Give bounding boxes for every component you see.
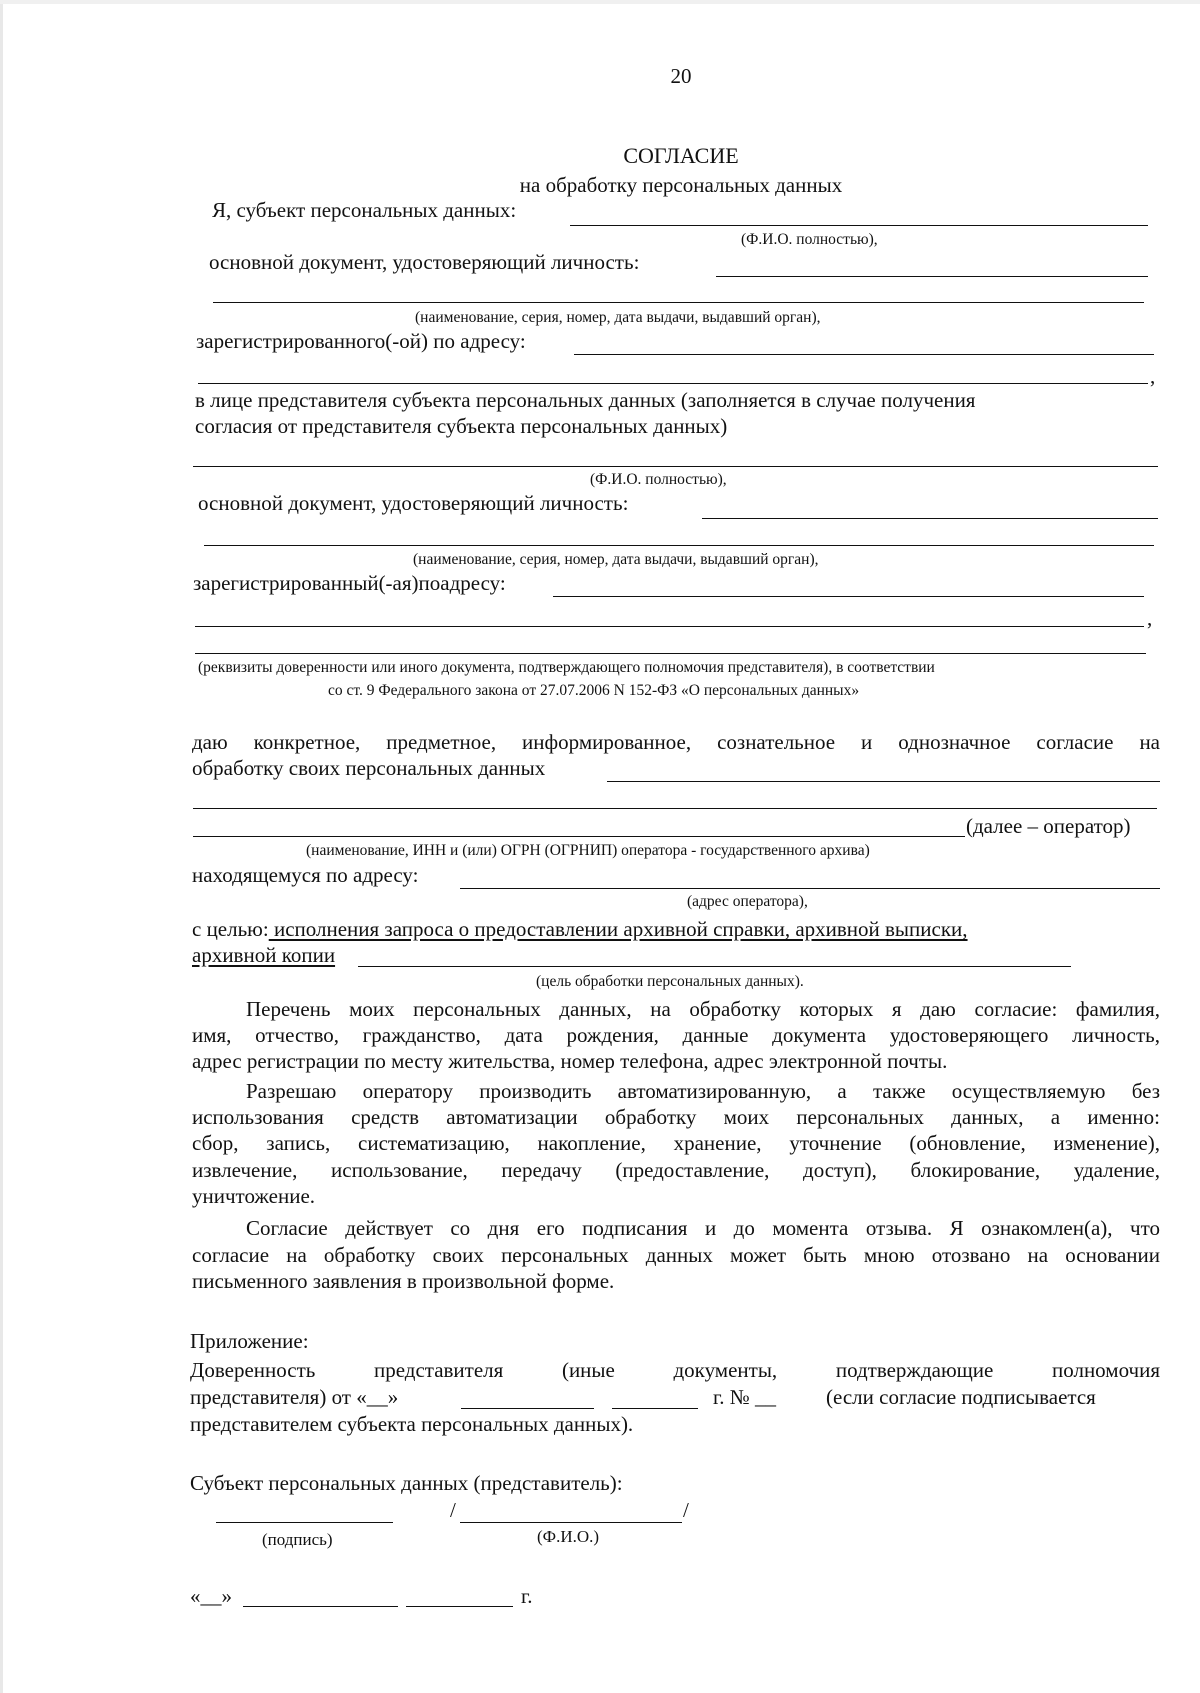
subject-address-label: зарегистрированного(-ой) по адресу: (196, 329, 526, 353)
consent-operator-hint: (наименование, ИНН и (или) ОГРН (ОГРНИП) оператора - государственного архива) (306, 842, 870, 859)
rep-intro-line2: согласия от представителя субъекта персональных данных) (195, 414, 728, 438)
p2-line4: извлечение, использование, передачу (предоставление, доступ), блокирование, удаление, (192, 1158, 1160, 1182)
p1-line2: имя, отчество, гражданство, дата рождения, данные документа удостоверяющего личность, (192, 1023, 1160, 1047)
p2-line3: сбор, запись, систематизацию, накопление, хранение, уточнение (обновление, изменение), (192, 1131, 1160, 1155)
appendix-line2-mid: г. № __ (713, 1385, 777, 1409)
p2-line1: Разрешаю оператору производить автоматизированную, а также осуществляемую без (246, 1079, 1160, 1103)
rep-poa-hint-line2: со ст. 9 Федерального закона от 27.07.2006 N 152-ФЗ «О персональных данных» (328, 682, 860, 699)
appendix-line2-start: представителя) от «__» (190, 1385, 399, 1409)
consent-operator-line[interactable] (607, 781, 1160, 782)
consent-operator-line-3[interactable] (193, 836, 965, 837)
appendix-line1: Доверенность представителя (иные документы, подтверждающие полномочия (190, 1358, 1160, 1382)
p1-line1: Перечень моих персональных данных, на обработку которых я даю согласие: фамилия, (246, 997, 1160, 1021)
p3-line3: письменного заявления в произвольной форме. (192, 1269, 615, 1293)
rep-intro-line1: в лице представителя субъекта персональных данных (заполняется в случае получения (195, 388, 976, 412)
subject-doc-line[interactable] (716, 276, 1148, 277)
purpose-line2 (192, 945, 335, 966)
p3-line2: согласие на обработку своих персональных данных может быть мною отозвано на основании (192, 1243, 1160, 1267)
document-title: СОГЛАСИЕ (623, 143, 739, 168)
page-number: 20 (670, 64, 692, 88)
purpose-line[interactable] (358, 966, 1071, 967)
document-subtitle: на обработку персональных данных (519, 173, 843, 197)
signature-date-line[interactable] (243, 1606, 398, 1607)
subject-label: Я, субъект персональных данных: (212, 198, 517, 222)
appendix-line2-end: (если согласие подписывается (826, 1385, 1096, 1409)
signature-label: Субъект персональных данных (представитель): (190, 1471, 623, 1495)
signature-slash-2: / (683, 1498, 689, 1522)
rep-doc-hint: (наименование, серия, номер, дата выдачи, выдавший орган), (413, 551, 819, 568)
rep-address-label: зарегистрированный(-ая)поадресу: (193, 571, 506, 595)
rep-doc-label: основной документ, удостоверяющий личность: (198, 491, 629, 515)
p1-line3: адрес регистрации по месту жительства, номер телефона, адрес электронной почты. (192, 1049, 948, 1073)
consent-address-hint: (адрес оператора), (687, 893, 808, 910)
p2-line2: использования средств автоматизации обработку моих персональных данных, а именно: (192, 1105, 1160, 1129)
scan-edge-top (0, 0, 1200, 4)
consent-address-label: находящемуся по адресу: (192, 863, 419, 887)
rep-doc-line-2[interactable] (204, 545, 1154, 546)
rep-fio-line[interactable] (193, 466, 1158, 467)
signature-year-line[interactable] (406, 1606, 513, 1607)
rep-poa-hint-line1: (реквизиты доверенности или иного документа, подтверждающего полномочия представителя), в соответствии (198, 659, 935, 676)
p3-line1: Согласие действует со дня его подписания и до момента отзыва. Я ознакомлен(а), что (246, 1216, 1160, 1240)
rep-address-line-2[interactable] (195, 626, 1144, 627)
rep-doc-line[interactable] (702, 518, 1158, 519)
scan-edge (0, 0, 3, 1693)
subject-doc-label: основной документ, удостоверяющий личность: (209, 250, 640, 274)
rep-poa-line[interactable] (195, 653, 1146, 654)
signature-slash-1: / (450, 1498, 456, 1522)
appendix-date-line[interactable] (461, 1408, 594, 1409)
rep-address-comma: , (1147, 606, 1153, 630)
purpose-line1 (192, 919, 968, 940)
subject-doc-hint: (наименование, серия, номер, дата выдачи, выдавший орган), (415, 309, 821, 326)
appendix-label: Приложение: (190, 1329, 309, 1353)
consent-operator-line-2[interactable] (193, 808, 1157, 809)
signature-year-suffix: г. (521, 1584, 533, 1608)
signature-sign-line[interactable] (216, 1522, 393, 1523)
subject-address-line-2[interactable] (198, 383, 1148, 384)
appendix-year-line[interactable] (612, 1408, 698, 1409)
subject-address-line[interactable] (574, 354, 1154, 355)
rep-address-line[interactable] (553, 596, 1144, 597)
appendix-line3: представителем субъекта персональных данных). (190, 1412, 634, 1436)
signature-fio-line[interactable] (460, 1522, 682, 1523)
subject-address-comma: , (1150, 364, 1156, 388)
consent-line1: даю конкретное, предметное, информированное, сознательное и однозначное согласие на (192, 730, 1160, 754)
consent-line2: обработку своих персональных данных (192, 756, 546, 780)
signature-sign-hint: (подпись) (262, 1530, 333, 1549)
rep-fio-hint: (Ф.И.О. полностью), (590, 471, 727, 488)
subject-fio-hint: (Ф.И.О. полностью), (741, 231, 878, 248)
purpose-label: с целью: (192, 917, 269, 941)
consent-address-line[interactable] (460, 888, 1160, 889)
subject-doc-line-2[interactable] (213, 302, 1144, 303)
signature-fio-hint: (Ф.И.О.) (537, 1527, 600, 1546)
consent-operator-suffix: (далее – оператор) (966, 814, 1131, 838)
signature-date-quote: «__» (190, 1584, 232, 1608)
p2-line5: уничтожение. (192, 1184, 316, 1208)
purpose-hint: (цель обработки персональных данных). (536, 973, 804, 990)
purpose-text-2: архивной копии (192, 943, 336, 967)
subject-fio-line[interactable] (570, 225, 1148, 226)
purpose-text-1: исполнения запроса о предоставлении архивной справки, архивной выписки, (268, 917, 968, 941)
